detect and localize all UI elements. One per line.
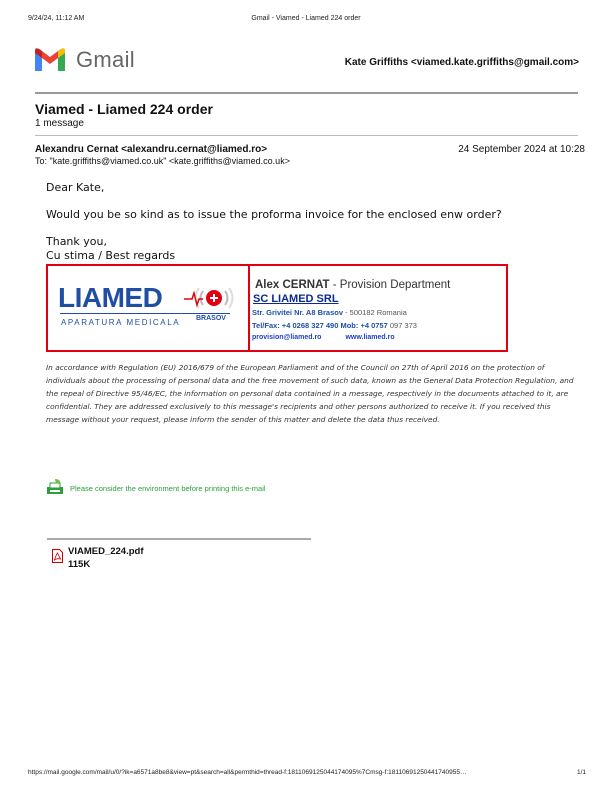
signature-website[interactable]: www.liamed.ro: [345, 334, 395, 341]
message-date: 24 September 2024 at 10:28: [458, 144, 585, 155]
header-divider: [35, 92, 578, 94]
signature-company: SC LIAMED SRL: [253, 293, 339, 305]
signature-address: [252, 308, 407, 317]
attachment-name[interactable]: VIAMED_224.pdf: [68, 546, 144, 557]
signature-links: [252, 334, 395, 341]
pdf-file-icon: [52, 549, 63, 563]
print-url: https://mail.google.com/mail/u/0/?ik=a6571a8be8&view=pt&search=all&permthid=thread-f:1811069125044174095%7Cmsg-f:18110691250441740955…: [28, 769, 467, 776]
gmail-m-icon: [33, 46, 67, 72]
signature-email[interactable]: provision@liamed.ro: [252, 334, 322, 341]
signature-street: Str. Grivitei Nr. A8 Brasov: [252, 308, 344, 317]
print-page-title: Gmail - Viamed - Liamed 224 order: [251, 15, 361, 22]
eco-note: Please consider the environment before printing this e-mail: [70, 484, 266, 493]
gdpr-disclaimer: In accordance with Regulation (EU) 2016/679 of the European Parliament and of the Council on 27th of April 2016 on the protection of individuals about the processing of personal data and the free movement of such data, known as the General Data Protection Regulation, and the repeal of Directive 95/46/EC, the information on personal data contained in a message, respectively in the documents attached to it, are confidential. They are addressed exclusively to this message's recipients and other persons authorized to receive it. If you received this message without your request, please inform the sender of this matter and delete the data thus received.: [46, 363, 574, 424]
message-count: 1 message: [35, 118, 84, 129]
signature-dept: - Provision Department: [329, 279, 451, 291]
closing: Cu stima / Best regards: [46, 249, 176, 262]
greeting: Dear Kate,: [46, 181, 105, 194]
eco-printer-icon: [46, 478, 66, 496]
body-text: Would you be so kind as to issue the proforma invoice for the enclosed enw order?: [46, 208, 502, 221]
signature-tel: Tel/Fax: +4 0268 327 490 Mob: +4 0757: [252, 321, 388, 330]
print-datetime: 9/24/24, 11:12 AM: [28, 15, 85, 22]
liamed-logo-text: LIAMED: [58, 282, 163, 313]
attachment-divider: [47, 538, 311, 540]
print-page-number: 1/1: [577, 769, 587, 776]
message-divider: [35, 135, 578, 136]
attachment-size: 115K: [68, 559, 91, 570]
logo-city: BRASOV: [196, 315, 226, 322]
liamed-logo-icon: [184, 285, 236, 311]
gmail-wordmark: Gmail: [76, 47, 135, 72]
logo-tagline: APARATURA MEDICALA: [61, 318, 181, 327]
thanks: Thank you,: [46, 235, 107, 248]
logo-underline: [60, 313, 230, 314]
recipient: To: "kate.griffiths@viamed.co.uk" <kate.griffiths@viamed.co.uk>: [35, 156, 290, 166]
sender: Alexandru Cernat <alexandru.cernat@liamed.ro>: [35, 144, 268, 155]
signature-zip: - 500182 Romania: [343, 308, 407, 317]
thread-subject: Viamed - Liamed 224 order: [35, 101, 213, 117]
signature-phone: [252, 321, 417, 330]
signature-divider: [248, 264, 250, 352]
signature-tel-tail: 097 373: [387, 321, 417, 330]
signature-name-line: [255, 279, 450, 291]
signature-name: Alex CERNAT: [255, 279, 330, 291]
account-label: Kate Griffiths <viamed.kate.griffiths@gmail.com>: [344, 57, 579, 68]
